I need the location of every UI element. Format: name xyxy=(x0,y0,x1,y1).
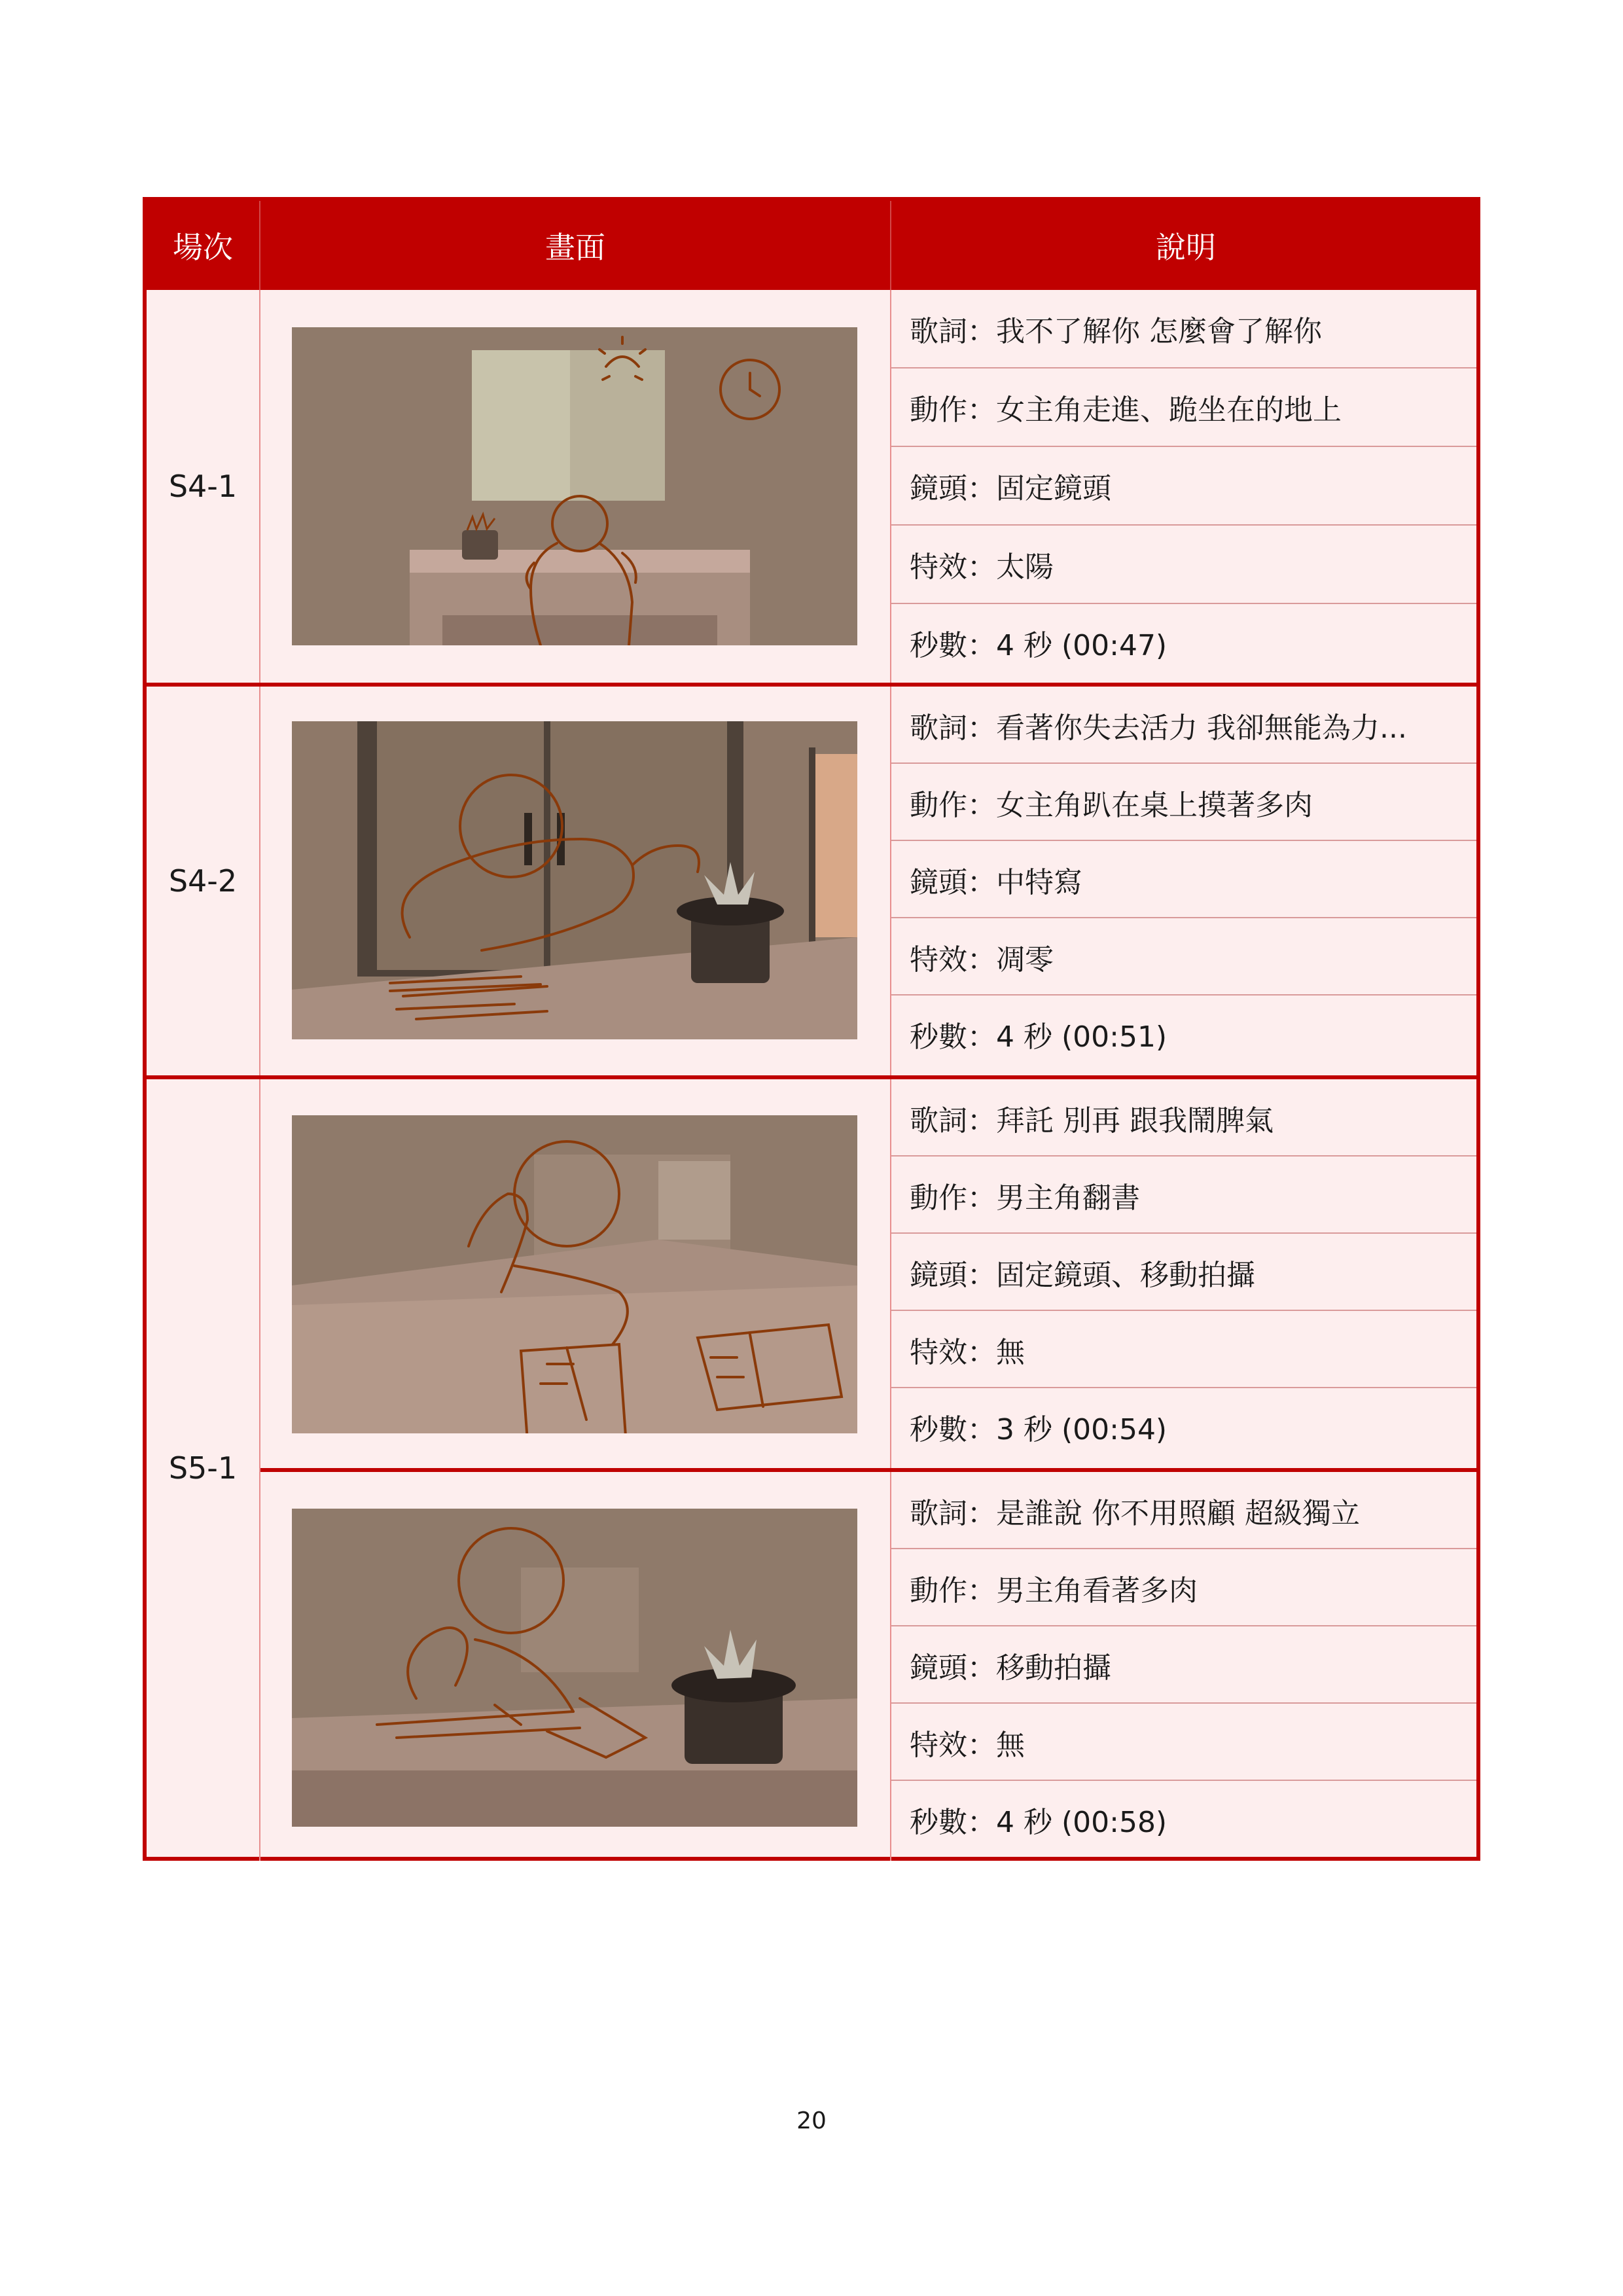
camera-text: 鏡頭：移動拍攝 xyxy=(910,1651,1111,1685)
storyboard-frame-s4-1 xyxy=(292,327,857,645)
sketch-image xyxy=(292,1115,857,1433)
action-text: 動作：男主角翻書 xyxy=(910,1181,1140,1215)
duration-text: 秒數：3 秒 (00:54) xyxy=(910,1413,1168,1446)
storyboard-frame-s5-1a xyxy=(292,1115,857,1433)
scene-id: S5-1 xyxy=(168,1450,238,1486)
camera-text: 鏡頭：固定鏡頭 xyxy=(910,472,1111,505)
sketch-image xyxy=(292,721,857,1039)
camera-text: 鏡頭：中特寫 xyxy=(910,866,1082,899)
effect-text: 特效：太陽 xyxy=(910,550,1054,584)
header-note: 說明 xyxy=(891,201,1480,290)
duration-text: 秒數：4 秒 (00:47) xyxy=(910,629,1168,662)
lyrics-text: 歌詞：看著你失去活力 我卻無能為力... xyxy=(910,711,1407,745)
effect-text: 特效：凋零 xyxy=(910,943,1054,977)
header-scene: 場次 xyxy=(147,201,259,290)
lyrics-text: 歌詞：拜託 別再 跟我鬧脾氣 xyxy=(910,1104,1274,1138)
action-text: 動作：男主角看著多肉 xyxy=(910,1574,1198,1607)
sketch-image xyxy=(292,327,857,645)
page-number: 20 xyxy=(796,2108,827,2134)
action-text: 動作：女主角趴在桌上摸著多肉 xyxy=(910,789,1313,822)
header-image: 畫面 xyxy=(260,201,890,290)
camera-text: 鏡頭：固定鏡頭、移動拍攝 xyxy=(910,1259,1255,1292)
duration-text: 秒數：4 秒 (00:58) xyxy=(910,1806,1168,1839)
lyrics-text: 歌詞：是誰說 你不用照顧 超級獨立 xyxy=(910,1497,1360,1530)
duration-text: 秒數：4 秒 (00:51) xyxy=(910,1020,1168,1054)
effect-text: 特效：無 xyxy=(910,1336,1025,1369)
storyboard-frame-s5-1b xyxy=(292,1509,857,1827)
effect-text: 特效：無 xyxy=(910,1729,1025,1762)
lyrics-text: 歌詞：我不了解你 怎麼會了解你 xyxy=(910,315,1322,348)
header-divider xyxy=(259,201,260,290)
action-text: 動作：女主角走進、跪坐在的地上 xyxy=(910,393,1342,427)
sketch-image xyxy=(292,1509,857,1827)
scene-id: S4-1 xyxy=(168,469,238,504)
header-divider xyxy=(890,201,891,290)
storyboard-table xyxy=(143,197,1480,1861)
storyboard-frame-s4-2 xyxy=(292,721,857,1039)
scene-id: S4-2 xyxy=(168,863,238,899)
